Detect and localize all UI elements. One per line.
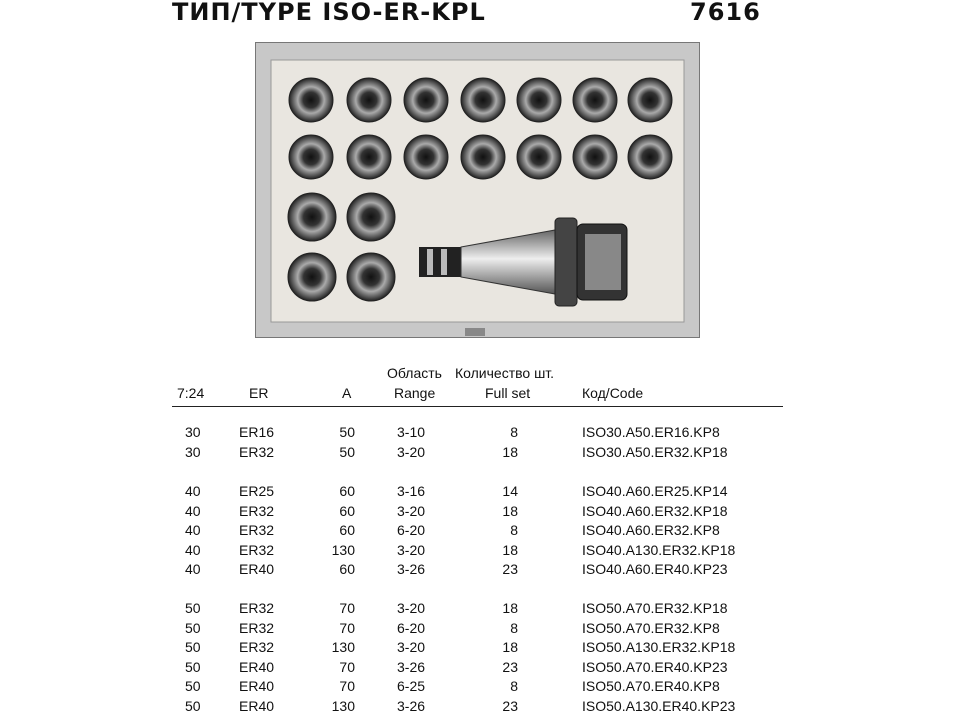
table-row xyxy=(0,503,960,523)
product-code: 7616 xyxy=(690,0,761,26)
table-cell: ISO40.A60.ER40.KP23 xyxy=(582,561,728,577)
table-cell: 70 xyxy=(339,600,355,616)
col-header-range: Range xyxy=(394,385,436,401)
table-cell: 3-20 xyxy=(397,541,426,558)
col-header-taper: 7:24 xyxy=(177,385,205,401)
table-cell: ISO50.A130.ER40.KP23 xyxy=(582,697,736,714)
col-header-code: Код/Code xyxy=(582,385,644,401)
table-cell: 23 xyxy=(502,561,518,577)
table-cell: 40 xyxy=(185,483,201,499)
table-cell: 60 xyxy=(339,561,355,577)
table-cell: ISO50.A70.ER32.KP8 xyxy=(582,619,720,636)
table-cell: 50 xyxy=(185,697,201,714)
table-cell: 50 xyxy=(185,658,201,675)
collet-set-photo xyxy=(255,42,700,338)
table-cell: 8 xyxy=(510,424,518,440)
table-cell: 50 xyxy=(185,619,201,636)
table-cell: 18 xyxy=(502,443,518,460)
col-header-fullset: Full set xyxy=(485,385,531,401)
table-cell: 70 xyxy=(339,678,355,694)
table-cell: 130 xyxy=(331,639,355,655)
table-cell: 40 xyxy=(185,561,201,577)
table-cell: 3-26 xyxy=(397,697,426,714)
table-cell: 3-20 xyxy=(397,639,426,655)
table-cell: 14 xyxy=(502,483,518,499)
table-cell: 6-25 xyxy=(397,678,426,694)
col-header-a: A xyxy=(342,385,352,401)
table-cell: 3-20 xyxy=(397,600,426,616)
table-cell: 8 xyxy=(510,522,518,538)
table-cell: 50 xyxy=(185,600,201,616)
table-cell: ISO30.A50.ER16.KP8 xyxy=(582,424,720,440)
table-cell: 18 xyxy=(502,502,518,519)
table-cell: 70 xyxy=(339,658,355,675)
table-cell: 6-20 xyxy=(397,619,426,636)
table-cell: ER40 xyxy=(239,678,275,694)
table-cell: ISO40.A60.ER32.KP8 xyxy=(582,522,720,538)
table-cell: ISO40.A60.ER25.KP14 xyxy=(582,483,728,499)
table-cell: 18 xyxy=(502,600,518,616)
table-cell: 70 xyxy=(339,619,355,636)
table-cell: 8 xyxy=(510,678,518,694)
table-cell: ER32 xyxy=(239,522,275,538)
table-cell: 23 xyxy=(502,697,518,714)
table-cell: ISO50.A70.ER32.KP18 xyxy=(582,600,728,616)
table-row xyxy=(0,483,960,503)
table-cell: ER16 xyxy=(239,424,275,440)
table-cell: ER32 xyxy=(239,502,275,519)
header-range-ru: Область xyxy=(387,365,442,381)
table-cell: 30 xyxy=(185,443,201,460)
table-cell: 40 xyxy=(185,541,201,558)
table-cell: ER40 xyxy=(239,561,275,577)
table-row xyxy=(0,620,960,640)
table-cell: 8 xyxy=(510,619,518,636)
table-cell: 50 xyxy=(185,678,201,694)
table-cell: 23 xyxy=(502,658,518,675)
table-cell: 60 xyxy=(339,502,355,519)
table-row xyxy=(0,561,960,581)
table-cell: 60 xyxy=(339,522,355,538)
table-row xyxy=(0,542,960,562)
table-cell: 60 xyxy=(339,483,355,499)
table-cell: 130 xyxy=(331,697,355,714)
table-cell: 3-20 xyxy=(397,443,426,460)
table-cell: 6-20 xyxy=(397,522,426,538)
table-row xyxy=(0,698,960,718)
table-cell: ER40 xyxy=(239,697,275,714)
table-cell: ER32 xyxy=(239,443,275,460)
table-cell: 50 xyxy=(339,443,355,460)
table-row xyxy=(0,659,960,679)
header-divider xyxy=(172,406,783,407)
table-row xyxy=(0,678,960,698)
table-row xyxy=(0,424,960,444)
table-cell: ISO40.A130.ER32.KP18 xyxy=(582,541,736,558)
table-cell: 18 xyxy=(502,639,518,655)
col-header-er: ER xyxy=(249,385,269,401)
table-cell: ER25 xyxy=(239,483,275,499)
table-cell: 30 xyxy=(185,424,201,440)
header-qty-ru: Количество шт. xyxy=(455,365,555,381)
table-cell: 3-16 xyxy=(397,483,426,499)
table-cell: 40 xyxy=(185,502,201,519)
table-row xyxy=(0,600,960,620)
table-cell: ER32 xyxy=(239,600,275,616)
table-cell: 40 xyxy=(185,522,201,538)
table-cell: 18 xyxy=(502,541,518,558)
table-cell: 3-10 xyxy=(397,424,426,440)
table-cell: ISO50.A130.ER32.KP18 xyxy=(582,639,736,655)
table-cell: ER32 xyxy=(239,541,275,558)
table-cell: ISO40.A60.ER32.KP18 xyxy=(582,502,728,519)
table-cell: ISO30.A50.ER32.KP18 xyxy=(582,443,728,460)
table-cell: ER32 xyxy=(239,619,275,636)
table-cell: ISO50.A70.ER40.KP8 xyxy=(582,678,720,694)
table-cell: ER32 xyxy=(239,639,275,655)
table-cell: 50 xyxy=(339,424,355,440)
table-cell: ER40 xyxy=(239,658,275,675)
page-title: ТИП/TYPE ISO-ER-KPL xyxy=(172,0,486,26)
table-cell: 50 xyxy=(185,639,201,655)
table-cell: 3-20 xyxy=(397,502,426,519)
table-cell: 3-26 xyxy=(397,561,426,577)
table-row xyxy=(0,444,960,464)
table-cell: 130 xyxy=(331,541,355,558)
table-row xyxy=(0,639,960,659)
table-row xyxy=(0,522,960,542)
table-cell: 3-26 xyxy=(397,658,426,675)
table-cell: ISO50.A70.ER40.KP23 xyxy=(582,658,728,675)
